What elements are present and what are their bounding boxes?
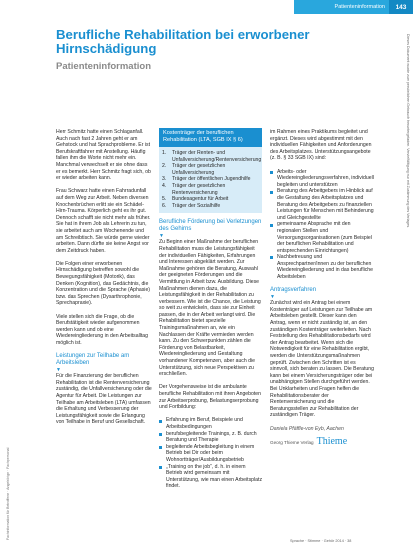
publisher-line [270, 435, 374, 447]
list-item: begleitende Arbeitsbegleitung in einem Betrieb bei Dir oder beim Wohnortträger/Ausbildungsbetrieb [159, 444, 262, 464]
bullet-list [270, 169, 374, 281]
list-item: 6. Träger der Sozialhilfe [162, 202, 221, 209]
list-item: Nachbetreuung und Ansprechpartner/innen zu der beruflichen Wiedereingliederung und in das berufliche Arbeitsleben [270, 254, 374, 280]
paragraph: Herr Schmitz hatte einen Schlaganfall. Auch nach fast 2 Jahren geht er am Gehstock und hat Sprachprobleme. Er ist Berufskraftfahrer mit Anstellung. Häufig fallen ihm die Worte nicht mehr ein. Manchmal verwechselt er sie ohne dass er es bemerkt. Herr Schmitz fragt sich, ob er wieder arbeiten kann. [56, 129, 151, 182]
triangle-icon: ▼ [56, 367, 61, 374]
author-name: Daniela Pfäffle-von Eyb, Aachen [270, 425, 344, 432]
list-item: 5. Bundesagentur für Arbeit [162, 196, 229, 203]
section-heading: Leistungen zur Teilhabe am Arbeitsleben [56, 353, 130, 367]
left-margin-text: Fachinformation für Betroffene · Angehörige · Fachpersonal [6, 447, 10, 540]
section-label: Patienteninformation [294, 0, 389, 14]
list-item: 2. Träger der gesetzlichen Unfallversicherung [162, 163, 226, 176]
section-heading: Berufliche Förderung bei Verletzungen des Gehirns [159, 219, 262, 233]
paragraph: Die Folgen einer erworbenen Hirnschädigung betreffen sowohl die Bewegungsfähigkeit (Motorik), das Denken (Kognition), das Gedächtnis, die Konzentration und die Sprache (Aphasie) bzw. das Sprechen (Dysarthrophonie, Sprechapraxie). [56, 260, 151, 307]
right-margin-note [404, 34, 410, 534]
column-2 [159, 128, 262, 497]
list-item: Beratung des Arbeitgebers im Hinblick auf die Gestaltung des Arbeitsplatzes und Beratung des Arbeitgebers zu finanziellen Leistungen für Menschen mit Behinderung und Gleichgestellte [270, 188, 374, 221]
info-box-title: Kostenträger der beruflichen Rehabilitation (LTA, SGB IX § 6) [159, 128, 262, 147]
paragraph: Frau Schwarz hatte einen Fahrradunfall auf dem Weg zur Arbeit. Neben diversen Knochenbrüchen erlitt sie ein Schädel-Hirn-Trauma. Körperlich geht es ihr gut. Dennoch schafft sie nicht mehr als früher. Sie hat in ihrem Job als Lehrerin zu tun, sie arbeitet auch am Wochenende und am Schreibtisch. Sie würde gerne wieder arbeiten. Dann dürfte sie keine Angst vor dem Zeitdruck haben. [56, 188, 151, 254]
article-title: Berufliche Rehabilitation bei erworbener Hirnschädigung [56, 27, 310, 56]
info-box-list [159, 147, 262, 213]
triangle-icon: ▼ [270, 294, 275, 301]
list-item: „Training on the job“, d. h. in einem Betrieb wird gemeinsam mit Unterstützung, wie man einen Arbeitsplatz findet. [159, 464, 262, 490]
paragraph: Zunächst wird ein Antrag bei einem Kostenträger auf Leistungen zur Teilhabe am Arbeitsleben gestellt. Dieser kann den Antrag, wenn er nicht zuständig ist, an den zuständigen Kostenträger weiterleiten. Nach Feststellung des Rehabilitationsbedarfs wird der Antrag bearbeitet. Wenn sich die Notwendigkeit für eine Rehabilitation ergibt, werden die Unterstützungsmaßnahmen geprüft. Zwischen den Schritten ist es sinnvoll, sich beraten zu lassen. Die Beratung kann bei einem Versicherungsträger oder bei unabhängigen Stellen durchgeführt werden. Bei Unklarheiten und Fragen helfen die Rehabilitationsberater der Rentenversicherung und die Beratungsstellen zur Rehabilitation der zuständigen Träger. [270, 300, 375, 419]
list-item: Arbeits- oder Wiedereingliederungsverfahren, individuell begleiten und unterstützen [270, 169, 374, 189]
section-heading: Antragsverfahren [270, 287, 317, 294]
page-number: 143 [389, 0, 413, 14]
left-margin-note [4, 350, 10, 540]
bullet-list [159, 417, 262, 490]
thieme-logo: Thieme [316, 435, 348, 447]
list-item: 3. Träger der öffentlichen Jugendhilfe [162, 176, 251, 183]
paragraph: Zu Beginn einer Maßnahme der beruflichen Rehabilitation muss die Leistungsfähigkeit der individuellen Fähigkeiten, Erfahrungen und Interessen abgeklärt werden. Zur Maßnahme gehören die Beratung, Auswahl der geeigneten Förderungen und die Vermittlung in Arbeit bzw. Ausbildung. Diese Maßnahmen dienen dazu, die Leistungsfähigkeit in der Rehabilitation zu verbessern. Wie ist die Chance, die Leistung so weit zu entwickeln, dass sie zur Einheit passen, die in der Arbeit verlangt wird. Die Rehabilitation bietet spezielle Trainingsmaßnahmen an, wie ein Nachlassen der Kräfte vermieden werden kann. Zu den Schwerpunkten zählen die Förderung von Belastbarkeit, Wiedereingliederung und Gestaltung vorhandener Kompetenzen, aber auch die Unterstützung, sich neue Perspektiven zu erschließen. [159, 239, 261, 378]
column-1 [56, 129, 152, 433]
right-margin-text: Dieses Dokument wurde zum persönlichen Gebrauch heruntergeladen. Vervielfältigung nur mit Zustimmung des Verlages. [406, 34, 410, 229]
column-3 [270, 129, 374, 446]
list-item: gemeinsame Absprache mit den regionalen Stellen und Versorgungsorganisationen (zum Beispiel der beruflichen Rehabilitation und entsprechenden Einrichtungen) [270, 221, 374, 254]
list-item: 1. Träger der Renten- und Unfallversicherung/Rentenversicherung [162, 150, 262, 163]
paragraph: Viele stellen sich die Frage, ob die Berufstätigkeit wieder aufgenommen werden kann und ob eine Wiedereingliederung in den Arbeitsalltag möglich ist. [56, 313, 149, 346]
paragraph: Für die Finanzierung der beruflichen Rehabilitation ist die Rentenversicherung zuständig, die Unfallversicherung oder die Agentur für Arbeit. Die Leistungen zur Teilhabe am Arbeitsleben (LTA) umfassen die Erhaltung und Verbesserung der Leistungsfähigkeit sowie die Erlangung von Teilhabe in Beruf und Gesellschaft. [56, 373, 152, 426]
list-item: Erfahrung im Beruf, Beispiele und Arbeitsbedingungen [159, 417, 262, 430]
paragraph: Der Vorgehensweise ist die ambulante berufliche Rehabilitation mit ihren Angeboten zur Arbeitserprobung, Belastungserprobung und Fortbildung: [159, 384, 262, 411]
article-subtitle: Patienteninformation [56, 61, 152, 72]
page-footer: Sprache · Stimme · Gehör 2014 · 38 [290, 539, 352, 543]
paragraph: im Rahmen eines Praktikums begleitet und ergänzt. Dieses wird abgestimmt mit den individuellen Fähigkeiten und Anforderungen des Arbeitsplatzes. Unterstützungsangebote (z. B. § 33 SGB IX) sind: [270, 129, 372, 162]
publisher-label: Georg Thieme Verlag [270, 439, 314, 445]
triangle-icon: ▼ [159, 233, 164, 240]
list-item: berufsbegleitende Trainings, z. B. durch Beratung und Therapie [159, 431, 262, 444]
page-header [294, 0, 413, 14]
list-item: 4. Träger der gesetzlichen Rentenversicherung [162, 182, 226, 196]
